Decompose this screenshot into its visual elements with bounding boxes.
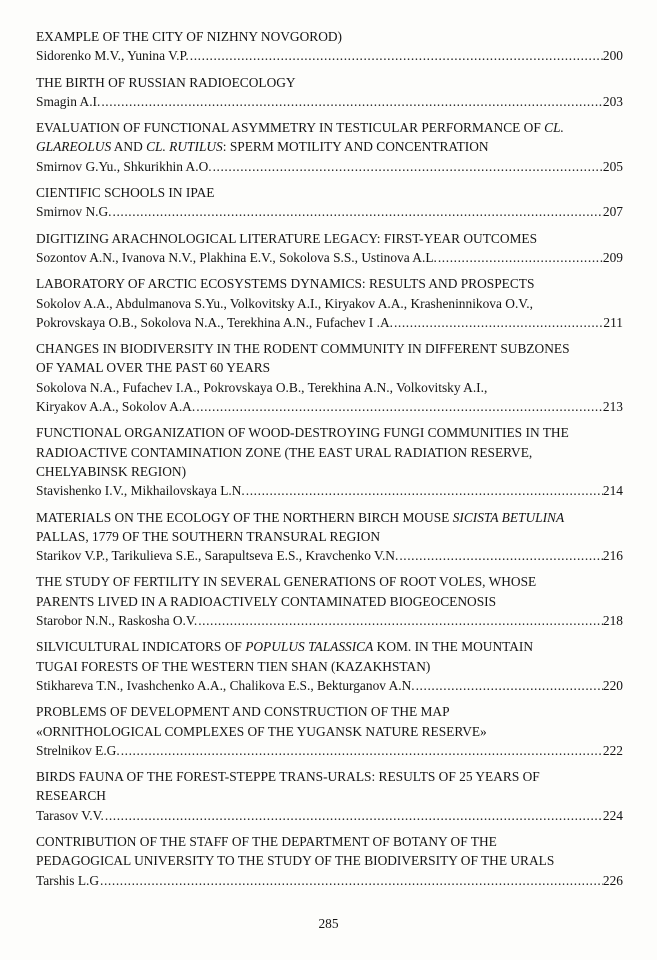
entry-page-number: 214 <box>602 483 623 499</box>
entry-title: FUNCTIONAL ORGANIZATION OF WOOD-DESTROYING FUNGI COMMUNITIES IN THE RADIOACTIVE CONTAMINATION ZONE (THE EAST URAL RADIATION RESERVE, CHELYABINSK REGION) <box>36 425 569 479</box>
entry-page-number: 216 <box>602 548 623 564</box>
dot-leader <box>416 676 603 695</box>
toc-entry <box>36 767 623 825</box>
entry-authors: Tarshis L.G ..... 226 <box>36 871 623 890</box>
entry-title: MATERIALS ON THE ECOLOGY OF THE NORTHERN BIRCH MOUSE SICISTA BETULINA PALLAS, 1779 OF THE SOUTHERN TRANSURAL REGION <box>36 509 565 544</box>
entry-page-number: 222 <box>602 742 623 758</box>
dot-leader <box>190 46 603 65</box>
entry-title: DIGITIZING ARACHNOLOGICAL LITERATURE LEGACY: FIRST-YEAR OUTCOMES <box>36 230 538 246</box>
entry-page-number: 211 <box>603 314 623 330</box>
dot-leader <box>196 397 603 416</box>
dot-leader <box>105 806 603 825</box>
dot-leader <box>246 481 603 500</box>
toc-entry <box>36 423 623 500</box>
entry-title: BIRDS FAUNA OF THE FOREST-STEPPE TRANS-URALS: RESULTS OF 25 YEARS OF RESEARCH <box>36 769 540 804</box>
entry-page-number: 200 <box>602 48 623 64</box>
dot-leader <box>213 157 603 176</box>
entry-page-number: 224 <box>602 807 623 823</box>
entry-authors: Strelnikov E.G. ..... 222 <box>36 741 623 760</box>
entry-page-number: 203 <box>602 93 623 109</box>
entry-authors: Kiryakov A.A., Sokolov A.A. ..... 213 <box>36 397 623 416</box>
entry-title: CIENTIFIC SCHOOLS IN IPAE <box>36 185 215 201</box>
dot-leader <box>198 611 603 630</box>
entry-title: SILVICULTURAL INDICATORS OF POPULUS TALASSICA KOM. IN THE MOUNTAIN TUGAI FORESTS OF THE WESTERN TIEN SHAN (KAZAKHSTAN) <box>36 639 534 674</box>
toc-entry <box>36 229 623 268</box>
toc-entry <box>36 274 623 332</box>
entry-title: PROBLEMS OF DEVELOPMENT AND CONSTRUCTION OF THE MAP «ORNITHOLOGICAL COMPLEXES OF THE YUGANSK NATURE RESERVE» <box>36 704 487 739</box>
entry-authors: Pokrovskaya O.B., Sokolova N.A., Terekhina A.N., Fufachev I .A. ..... 211 <box>36 313 623 332</box>
toc-list <box>36 27 623 890</box>
entry-authors: Sokolov A.A., Abdulmanova S.Yu., Volkovitsky A.I., Kiryakov A.A., Krasheninnikova O.V., <box>36 295 533 311</box>
entry-authors: Stikhareva T.N., Ivashchenko A.A., Chalikova E.S., Bekturganov A.N. ..... 220 <box>36 676 623 695</box>
entry-page-number: 209 <box>602 249 623 265</box>
dot-leader <box>399 546 603 565</box>
entry-authors: Starikov V.P., Tarikulieva S.E., Sarapultseva E.S., Kravchenko V.N. ..... 216 <box>36 546 623 565</box>
entry-title: THE BIRTH OF RUSSIAN RADIOECOLOGY <box>36 74 296 90</box>
entry-authors: Smirnov G.Yu., Shkurikhin A.O. ..... 205 <box>36 157 623 176</box>
dot-leader <box>113 202 603 221</box>
dot-leader <box>121 741 603 760</box>
entry-authors: Sokolova N.A., Fufachev I.A., Pokrovskaya O.B., Terekhina A.N., Volkovitsky A.I., <box>36 379 488 395</box>
toc-entry <box>36 27 623 66</box>
toc-entry <box>36 637 623 695</box>
dot-leader <box>394 313 603 332</box>
entry-authors: Stavishenko I.V., Mikhailovskaya L.N. ..... 214 <box>36 481 623 500</box>
dot-leader <box>438 248 603 267</box>
entry-page-number: 220 <box>602 677 623 693</box>
entry-page-number: 213 <box>602 399 623 415</box>
toc-entry <box>36 73 623 112</box>
entry-title: EVALUATION OF FUNCTIONAL ASYMMETRY IN TESTICULAR PERFORMANCE OF CL. GLAREOLUS AND CL. RUTILUS: SPERM MOTILITY AND CONCENTRATION <box>36 120 564 155</box>
toc-entry <box>36 183 623 222</box>
toc-entry <box>36 832 623 890</box>
dot-leader <box>101 92 603 111</box>
entry-page-number: 218 <box>602 613 623 629</box>
toc-entry <box>36 508 623 566</box>
toc-entry <box>36 572 623 630</box>
toc-entry <box>36 118 623 176</box>
footer-page-number: 285 <box>318 915 339 931</box>
toc-entry <box>36 339 623 416</box>
entry-authors: Starobor N.N., Raskosha O.V. ..... 218 <box>36 611 623 630</box>
entry-authors: Sidorenko M.V., Yunina V.P. ..... 200 <box>36 46 623 65</box>
entry-title: LABORATORY OF ARCTIC ECOSYSTEMS DYNAMICS: RESULTS AND PROSPECTS <box>36 276 535 292</box>
entry-title: CHANGES IN BIODIVERSITY IN THE RODENT COMMUNITY IN DIFFERENT SUBZONES OF YAMAL OVER THE PAST 60 YEARS <box>36 341 570 376</box>
entry-title: THE STUDY OF FERTILITY IN SEVERAL GENERATIONS OF ROOT VOLES, WHOSE PARENTS LIVED IN A RADIOACTIVELY CONTAMINATED BIOGEOCENOSIS <box>36 574 537 609</box>
entry-title: CONTRIBUTION OF THE STAFF OF THE DEPARTMENT OF BOTANY OF THE PEDAGOGICAL UNIVERSITY TO THE STUDY OF THE BIODIVERSITY OF THE URALS <box>36 833 555 869</box>
entry-page-number: 205 <box>602 158 623 174</box>
entry-title: EXAMPLE OF THE CITY OF NIZHNY NOVGOROD) <box>36 29 342 44</box>
dot-leader <box>100 871 603 890</box>
toc-entry <box>36 702 623 760</box>
entry-authors: Smagin A.I. ..... 203 <box>36 92 623 111</box>
entry-page-number: 226 <box>602 872 623 888</box>
entry-authors: Tarasov V.V. ..... 224 <box>36 806 623 825</box>
entry-authors: Smirnov N.G. ..... 207 <box>36 202 623 221</box>
entry-authors: Sozontov A.N., Ivanova N.V., Plakhina E.V., Sokolova S.S., Ustinova A.L. ..... 209 <box>36 248 623 267</box>
entry-page-number: 207 <box>602 204 623 220</box>
